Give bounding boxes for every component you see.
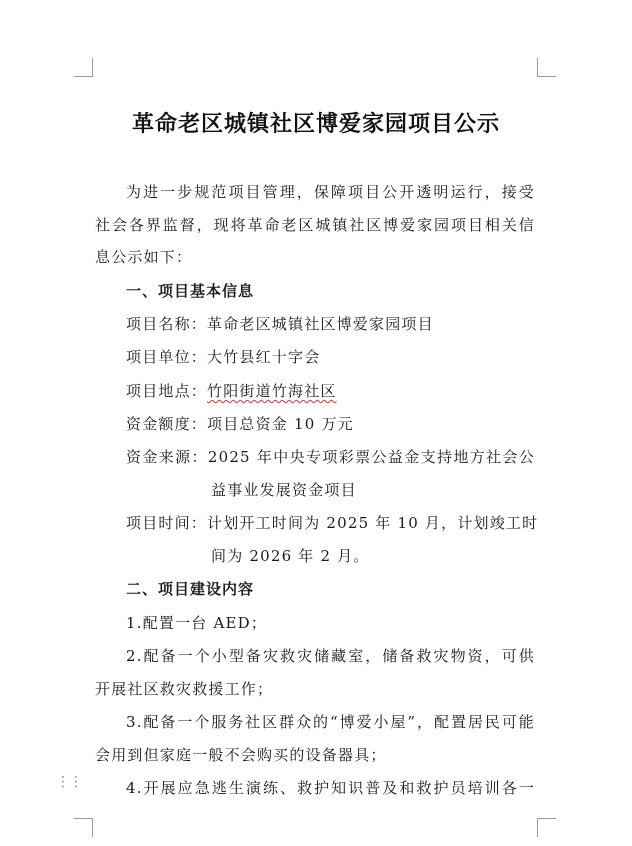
corner-mark-bottom-left bbox=[74, 818, 93, 837]
project-location-label: 项目地点： bbox=[126, 382, 208, 400]
intro-line-2: 社会各界监督，现将革命老区城镇社区博爱家园项目相关信 bbox=[95, 216, 535, 234]
content-item-2-line-2: 开展社区救灾救援工作； bbox=[95, 680, 274, 698]
intro-line-1: 为进一步规范项目管理，保障项目公开透明运行，接受 bbox=[126, 183, 535, 201]
project-amount: 资金额度：项目总资金 10 万元 bbox=[126, 415, 354, 433]
drag-handle-icon[interactable]: ⋮⋮ bbox=[56, 774, 82, 790]
corner-mark-top-right bbox=[537, 58, 556, 77]
project-unit: 项目单位：大竹县红十字会 bbox=[126, 348, 321, 366]
project-time-line-1: 项目时间：计划开工时间为 2025 年 10 月，计划竣工时 bbox=[126, 514, 539, 532]
intro-line-3: 息公示如下： bbox=[95, 248, 193, 266]
section-1-heading: 一、项目基本信息 bbox=[126, 282, 255, 300]
content-item-3-line-2: 会用到但家庭一般不会购买的设备器具； bbox=[95, 746, 387, 764]
document-title: 革命老区城镇社区博爱家园项目公示 bbox=[131, 112, 500, 137]
project-name: 项目名称：革命老区城镇社区博爱家园项目 bbox=[126, 315, 434, 333]
corner-mark-top-left bbox=[74, 58, 93, 77]
project-source-line-1: 资金来源：2025 年中央专项彩票公益金支持地方社会公 bbox=[126, 448, 535, 466]
project-source-line-2: 益事业发展资金项目 bbox=[211, 481, 357, 499]
project-location-value: 竹阳街道竹海社区 bbox=[207, 382, 337, 400]
project-location bbox=[126, 380, 337, 401]
content-item-1: 1.配置一台 AED； bbox=[126, 614, 268, 632]
content-item-3-line-1: 3.配备一个服务社区群众的“博爱小屋”，配置居民可能 bbox=[126, 713, 535, 731]
project-time-line-2: 间为 2026 年 2 月。 bbox=[211, 547, 370, 565]
section-2-heading: 二、项目建设内容 bbox=[126, 580, 255, 598]
corner-mark-bottom-right bbox=[537, 818, 556, 837]
content-item-4-line-1: 4.开展应急逃生演练、救护知识普及和救护员培训各一 bbox=[126, 779, 535, 797]
content-item-2-line-1: 2.配备一个小型备灾救灾储藏室，储备救灾物资，可供 bbox=[126, 647, 535, 665]
